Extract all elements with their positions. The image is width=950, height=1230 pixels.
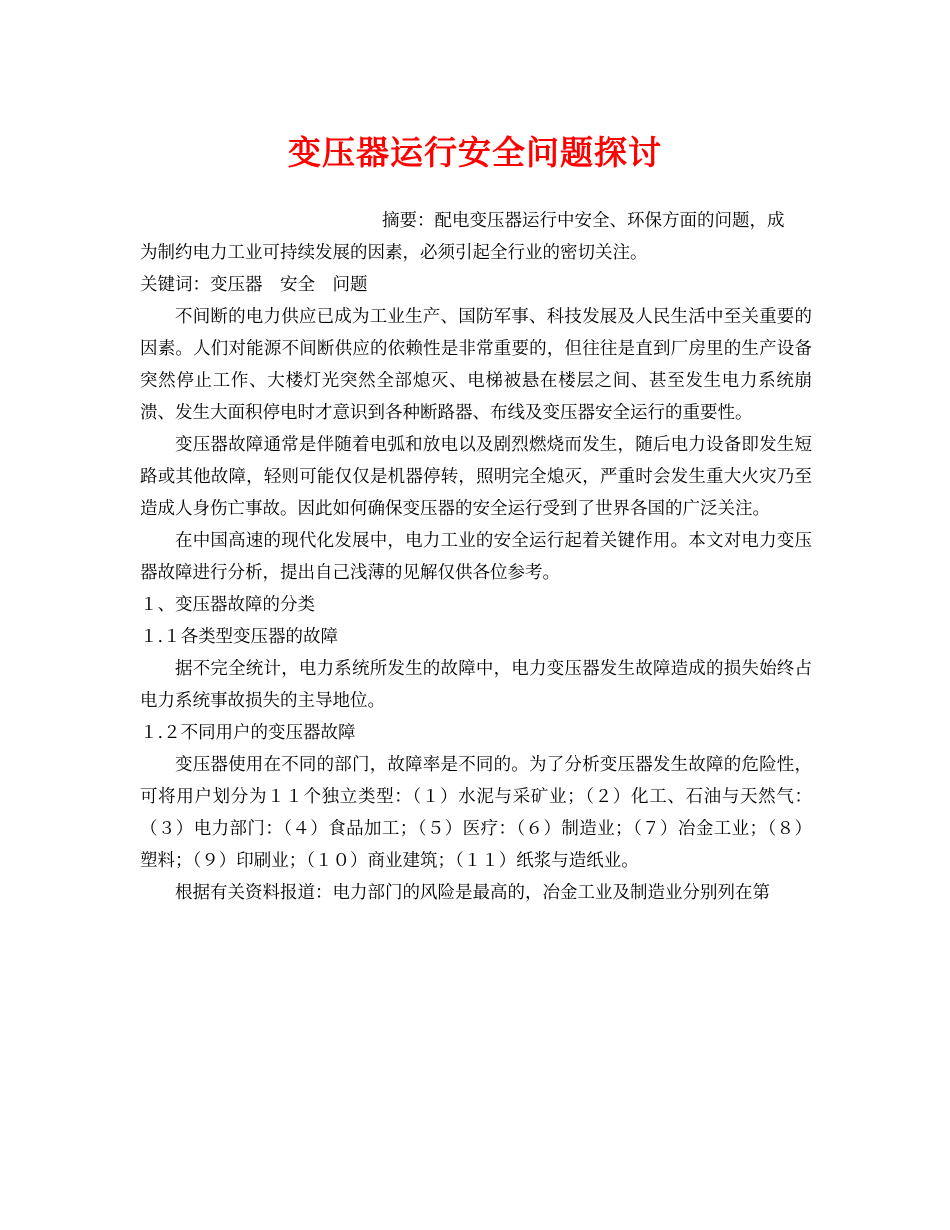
paragraph: １.１各类型变压器的故障 [140, 627, 339, 647]
paragraph: 据不完全统计，电力系统所发生的故障中，电力变压器发生故障造成的损失始终占电力系统事故损失的主导地位。 [140, 659, 812, 711]
paragraph: 变压器使用在不同的部门，故障率是不同的。为了分析变压器发生故障的危险性，可将用户划分为１１个独立类型：（１）水泥与采矿业；（２）化工、石油与天然气：（３）电力部门：（４）食品加工；（５）医疗：（６）制造业；（７）冶金工业；（８）塑料；（９）印刷业；（１０）商业建筑；（１１）纸浆与造纸业。 [140, 755, 812, 871]
paragraph: 变压器故障通常是伴随着电弧和放电以及剧烈燃烧而发生，随后电力设备即发生短路或其他故障，轻则可能仅仅是机器停转，照明完全熄灭，严重时会发生重大火灾乃至造成人身伤亡事故。因此如何确保变压器的安全运行受到了世界各国的广泛关注。 [140, 435, 812, 519]
paragraph: 不间断的电力供应已成为工业生产、国防军事、科技发展及人民生活中至关重要的因素。人们对能源不间断供应的依赖性是非常重要的，但往往是直到厂房里的生产设备突然停止工作、大楼灯光突然全部熄灭、电梯被悬在楼层之间、甚至发生电力系统崩溃、发生大面积停电时才意识到各种断路器、布线及变压器安全运行的重要性。 [140, 307, 812, 423]
paragraph: 为制约电力工业可持续发展的因素，必须引起全行业的密切关注。 [140, 243, 648, 263]
paragraph: 摘要：配电变压器运行中安全、环保方面的问题，成 [382, 211, 785, 231]
paragraph: 关键词：变压器 安全 问题 [140, 275, 368, 295]
document-body [140, 205, 812, 909]
paragraph: １.２不同用户的变压器故障 [140, 723, 356, 743]
paragraph: 在中国高速的现代化发展中，电力工业的安全运行起着关键作用。本文对电力变压器故障进行分析，提出自己浅薄的见解仅供各位参考。 [140, 531, 812, 583]
document-title: 变压器运行安全问题探讨 [288, 133, 662, 172]
paragraph: 根据有关资料报道：电力部门的风险是最高的，冶金工业及制造业分别列在第 [175, 883, 770, 903]
paragraph: １、变压器故障的分类 [140, 595, 315, 615]
